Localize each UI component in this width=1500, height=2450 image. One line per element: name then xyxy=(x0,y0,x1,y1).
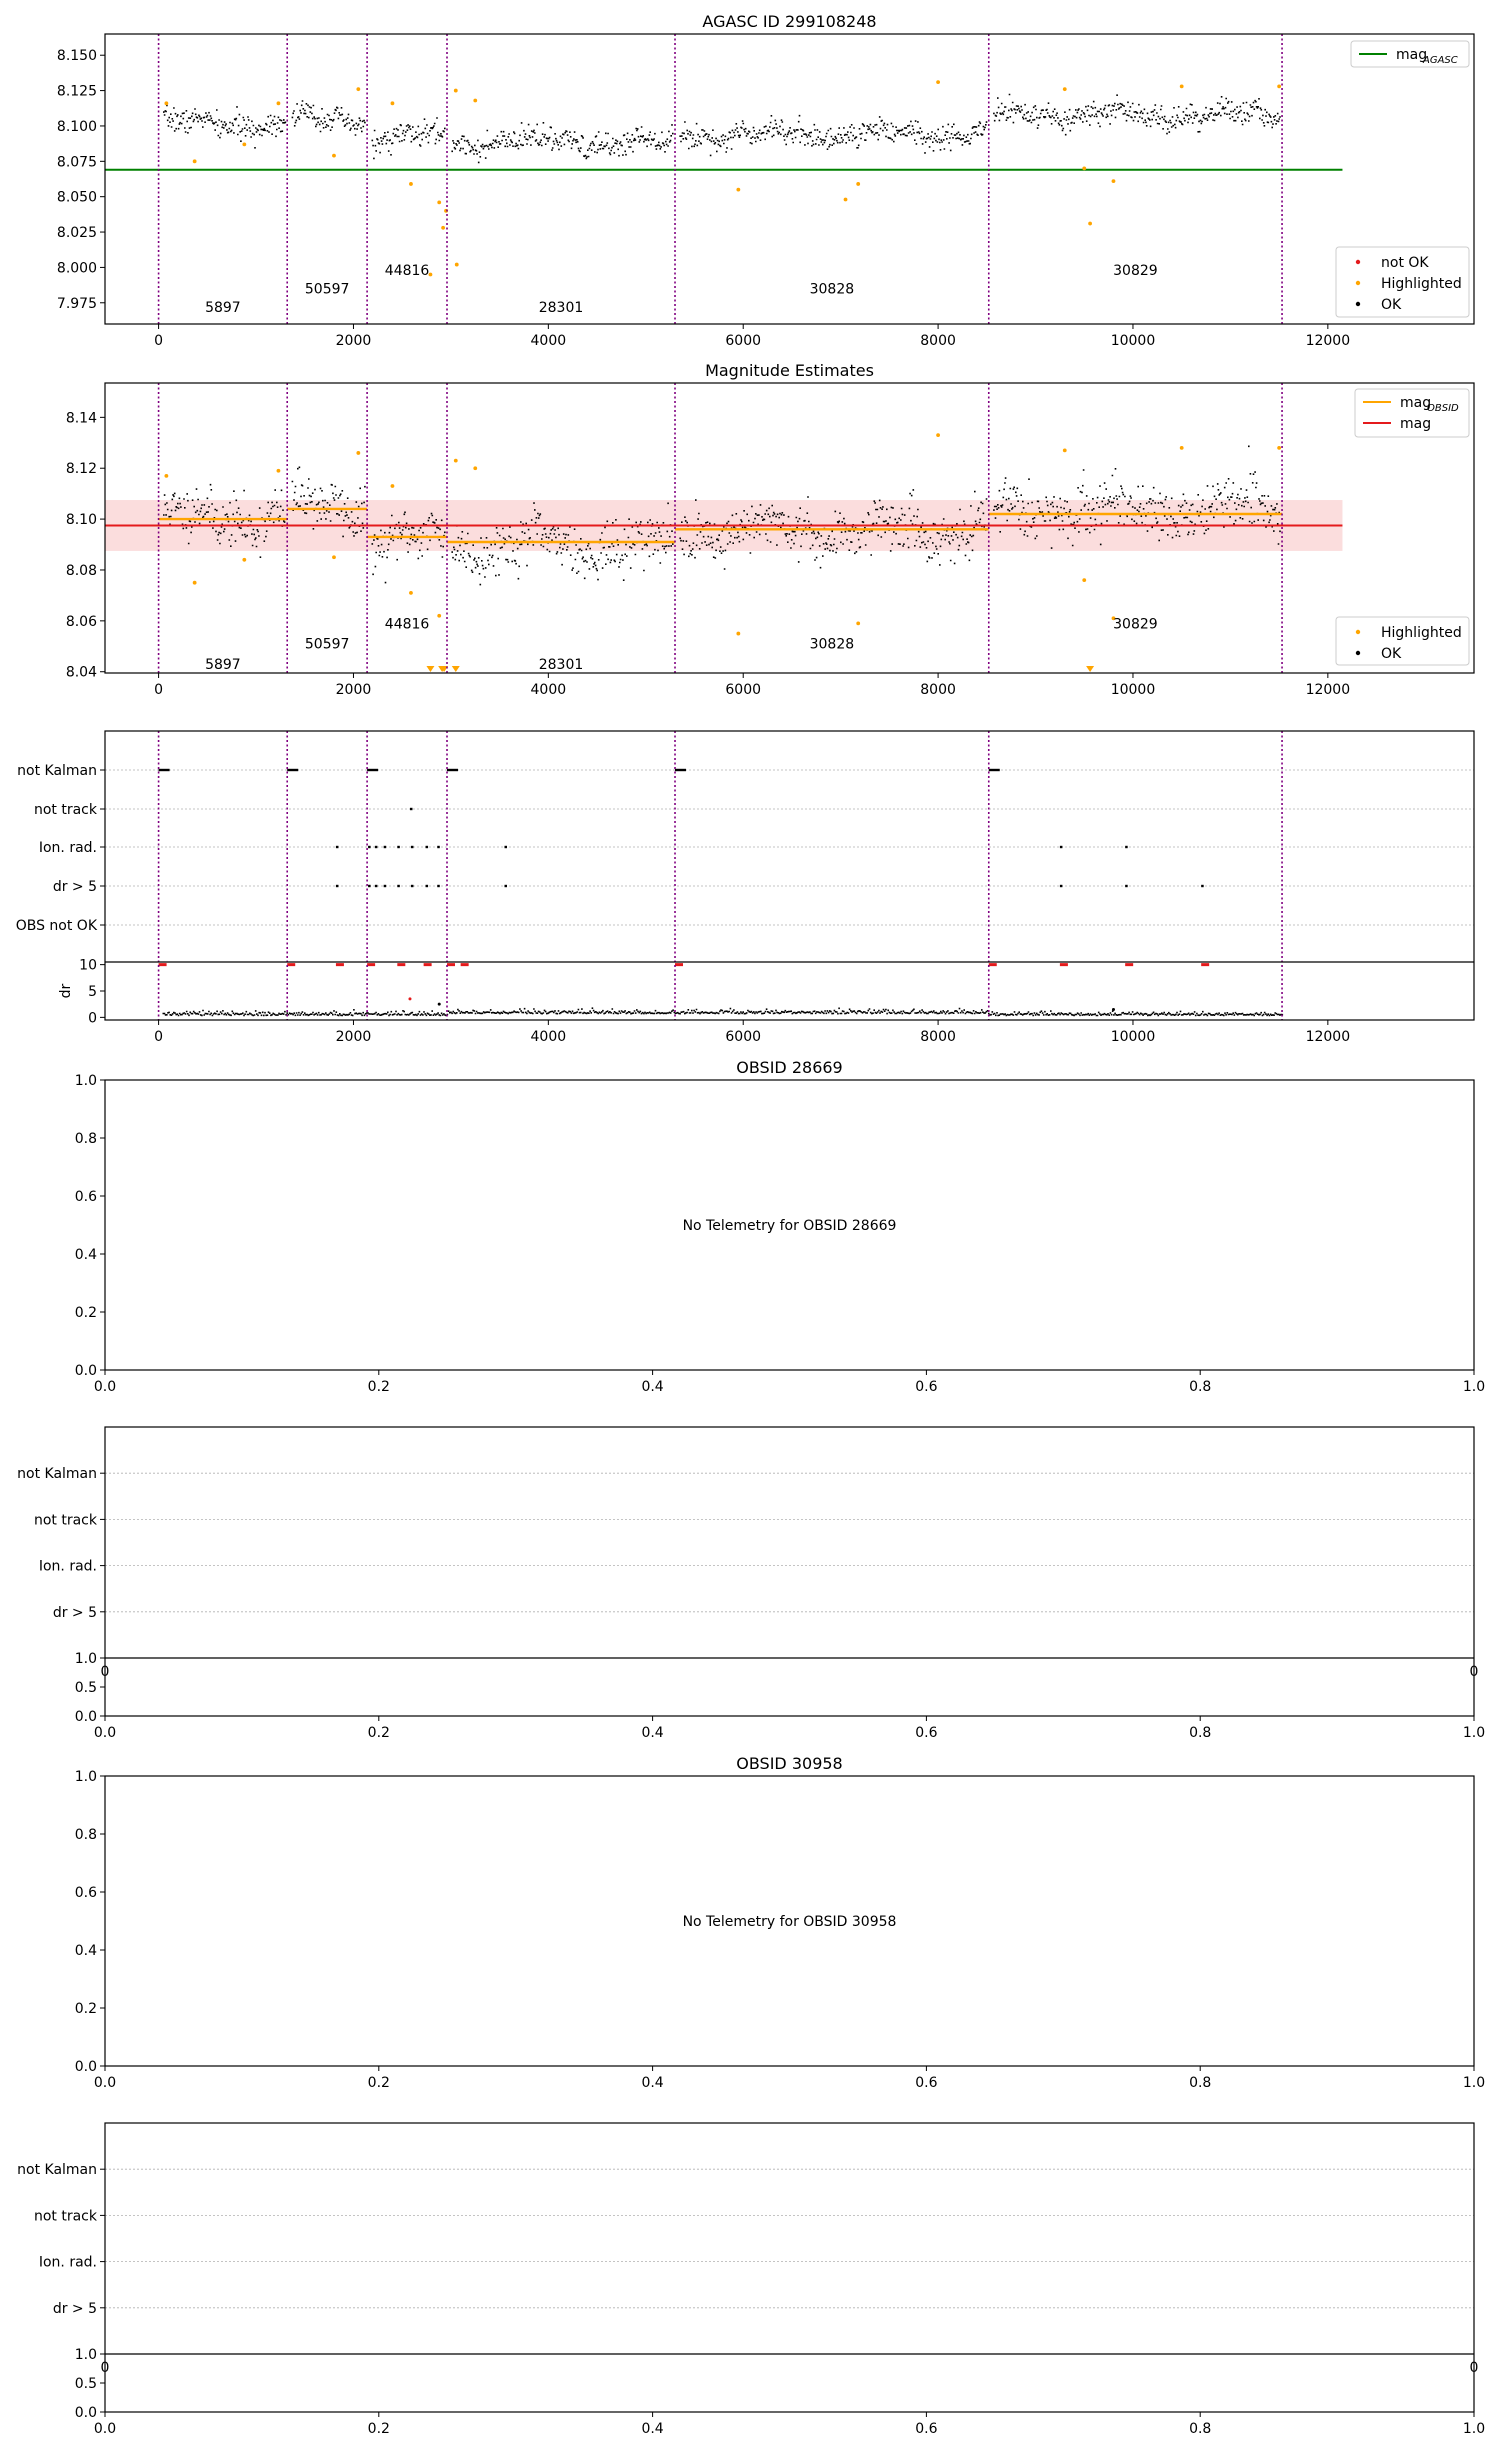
obsid-label: 30828 xyxy=(809,636,855,653)
legend-label: Highlighted xyxy=(1381,625,1462,641)
highlighted-point xyxy=(856,182,860,186)
highlighted-point xyxy=(391,101,395,105)
flag-event-mark xyxy=(397,885,400,887)
x-tick-label: 0.6 xyxy=(915,2421,938,2437)
x-tick-label: 4000 xyxy=(530,333,567,349)
y-tick-label: 0.6 xyxy=(74,1189,97,1205)
flag-event-mark xyxy=(426,846,429,848)
flag-row-label: OBS not OK xyxy=(15,918,97,934)
flag-event-mark xyxy=(410,808,413,810)
obsid-label: 30829 xyxy=(1113,263,1158,280)
flag-event-mark xyxy=(447,769,458,771)
y-tick-label: 0.2 xyxy=(74,2001,97,2017)
dr-ok-point xyxy=(438,1003,441,1006)
y-tick-label: 8.08 xyxy=(65,562,97,579)
flag-row-label: not Kalman xyxy=(17,1466,97,1483)
x-tick-label: 0.0 xyxy=(93,2421,117,2437)
dr-y-tick-label: 10 xyxy=(79,957,97,974)
highlighted-point xyxy=(1082,166,1086,170)
highlighted-point xyxy=(332,555,336,559)
y-tick-label: 0.0 xyxy=(74,2405,97,2421)
dr-y-tick-label: 5 xyxy=(88,984,97,1000)
flag-event-mark xyxy=(411,846,414,848)
x-tick-label: 8000 xyxy=(920,1029,956,1045)
x-tick-label: 0.8 xyxy=(1189,1379,1212,1395)
flag-row-label: Ion. rad. xyxy=(38,2254,97,2271)
legend-marker xyxy=(1356,260,1360,264)
highlighted-point xyxy=(736,188,740,192)
highlighted-point xyxy=(736,632,740,636)
obsid-label: 44816 xyxy=(384,616,430,633)
highlighted-point xyxy=(437,200,441,204)
flag-row-label: dr > 5 xyxy=(52,879,97,895)
x-tick-label: 0.8 xyxy=(1189,2075,1212,2091)
dr-ok-point xyxy=(1112,1008,1115,1011)
dr-not-ok-mark xyxy=(367,963,375,966)
flag-event-mark xyxy=(375,846,378,848)
x-tick-label: 1.0 xyxy=(1462,1725,1486,1741)
dr-not-ok-mark xyxy=(287,963,295,966)
x-tick-label: 0 xyxy=(154,333,164,349)
y-tick-label: 7.975 xyxy=(56,295,97,312)
flag-event-mark xyxy=(504,846,507,848)
x-tick-label: 0.0 xyxy=(93,1725,117,1741)
x-tick-label: 0.6 xyxy=(915,1725,938,1741)
y-tick-label: 8.04 xyxy=(65,664,97,681)
flag-event-mark xyxy=(397,846,400,848)
x-tick-label: 2000 xyxy=(335,333,372,349)
flag-event-mark xyxy=(437,846,440,848)
highlighted-point xyxy=(193,581,197,585)
legend-label: mag xyxy=(1400,416,1432,432)
highlighted-point xyxy=(1277,84,1281,88)
obsid-label: 5897 xyxy=(205,657,241,674)
y-tick-label: 0.4 xyxy=(74,1247,97,1263)
highlighted-point xyxy=(437,614,441,618)
x-tick-label: 0.2 xyxy=(367,1725,390,1741)
y-tick-label: 8.100 xyxy=(56,118,97,135)
y-tick-label: 8.12 xyxy=(65,461,97,478)
y-tick-label: 8.10 xyxy=(65,512,97,529)
highlighted-point xyxy=(242,142,246,146)
y-tick-label: 8.075 xyxy=(56,154,97,171)
highlighted-point xyxy=(332,154,336,158)
x-tick-label-clipped: 0 xyxy=(1469,1664,1479,1680)
x-tick-label: 12000 xyxy=(1305,333,1351,349)
x-tick-label: 0.8 xyxy=(1189,1725,1212,1741)
highlighted-point xyxy=(1063,87,1067,91)
flag-event-mark xyxy=(336,885,339,887)
x-tick-label: 6000 xyxy=(725,682,762,698)
highlighted-point xyxy=(844,198,848,202)
y-tick-label: 0.8 xyxy=(74,1131,97,1147)
y-tick-label: 1.0 xyxy=(74,1769,97,1785)
dr-y-tick-label: 0 xyxy=(88,1010,97,1027)
legend-marker xyxy=(1356,302,1360,306)
highlighted-point xyxy=(409,591,413,595)
flag-event-mark xyxy=(367,769,378,771)
obsid-label: 30829 xyxy=(1113,616,1158,633)
highlighted-point xyxy=(473,466,477,470)
x-tick-label: 1.0 xyxy=(1462,2075,1486,2091)
y-tick-label: 8.025 xyxy=(56,225,97,242)
highlighted-point xyxy=(356,87,360,91)
x-tick-label: 0.0 xyxy=(93,1379,117,1395)
x-tick-label: 0.2 xyxy=(367,2075,390,2091)
flag-row-label: not Kalman xyxy=(17,763,97,779)
x-tick-label: 2000 xyxy=(335,682,372,698)
highlighted-point xyxy=(454,89,458,93)
legend-marker xyxy=(1356,630,1360,634)
highlighted-point xyxy=(164,101,168,105)
highlighted-point xyxy=(409,182,413,186)
legend-marker xyxy=(1356,651,1360,655)
flag-event-mark xyxy=(504,885,507,887)
highlighted-point xyxy=(441,226,445,230)
flag-event-mark xyxy=(1201,885,1204,887)
highlighted-point xyxy=(193,159,197,163)
x-tick-label: 10000 xyxy=(1110,333,1156,349)
x-tick-label: 6000 xyxy=(725,333,762,349)
highlighted-point xyxy=(473,99,477,103)
obsid-label: 44816 xyxy=(384,263,430,280)
dr-not-ok-mark xyxy=(1201,963,1209,966)
x-tick-label: 0.4 xyxy=(641,1725,664,1741)
y-tick-label: 8.150 xyxy=(56,48,97,65)
dr-not-ok-mark xyxy=(424,963,432,966)
highlighted-point xyxy=(856,621,860,625)
dr-not-ok-mark xyxy=(675,963,683,966)
highlighted-point xyxy=(936,80,940,84)
dr-not-ok-mark xyxy=(447,963,455,966)
y-tick-label: 8.125 xyxy=(56,83,97,100)
y-tick-label: 8.06 xyxy=(65,613,97,630)
obsid-label: 50597 xyxy=(304,636,350,653)
highlighted-point xyxy=(277,469,281,473)
obsid-label: 5897 xyxy=(205,300,241,317)
x-tick-label: 4000 xyxy=(530,682,567,698)
legend-label: OK xyxy=(1381,297,1402,313)
flag-row-label: not track xyxy=(33,1512,97,1529)
no-telemetry-message: No Telemetry for OBSID 30958 xyxy=(682,1914,897,1930)
highlighted-point xyxy=(242,558,246,562)
y-tick-label: 0.6 xyxy=(74,1885,97,1901)
legend-label: OK xyxy=(1381,646,1402,662)
legend-subscript: OBSID xyxy=(1427,403,1459,414)
highlighted-point xyxy=(1277,446,1281,450)
highlighted-point xyxy=(356,451,360,455)
y-tick-label: 1.0 xyxy=(74,1651,97,1667)
dr-not-ok-mark xyxy=(159,963,167,966)
y-tick-label: 1.0 xyxy=(74,1073,97,1089)
y-tick-label: 0.4 xyxy=(74,1943,97,1959)
flag-row-label: not track xyxy=(33,802,97,818)
highlighted-point xyxy=(1088,222,1092,226)
no-telemetry-message: No Telemetry for OBSID 28669 xyxy=(682,1218,897,1234)
flag-row-label: dr > 5 xyxy=(52,2300,97,2317)
flag-event-mark xyxy=(287,769,298,771)
flag-event-mark xyxy=(336,846,339,848)
legend-label-agasc: mag xyxy=(1396,47,1428,63)
x-tick-label: 0.4 xyxy=(641,1379,664,1395)
obsid-label: 50597 xyxy=(304,281,350,298)
flag-event-mark xyxy=(1125,846,1128,848)
y-tick-label: 0.0 xyxy=(74,1709,97,1725)
y-tick-label: 1.0 xyxy=(74,2347,97,2363)
x-tick-label: 1.0 xyxy=(1462,2421,1486,2437)
obsid-label: 28301 xyxy=(538,657,584,674)
x-tick-label: 12000 xyxy=(1305,682,1351,698)
highlighted-point xyxy=(164,474,168,478)
chart-title: OBSID 30958 xyxy=(736,1754,843,1773)
x-tick-label: 8000 xyxy=(920,682,956,698)
legend-subscript-agasc: AGASC xyxy=(1423,55,1458,66)
x-tick-label: 0.4 xyxy=(641,2075,664,2091)
dr-not-ok-mark xyxy=(336,963,344,966)
x-tick-label: 4000 xyxy=(530,1029,567,1045)
flag-event-mark xyxy=(437,885,440,887)
x-tick-label: 0.6 xyxy=(915,2075,938,2091)
flag-row-label: not Kalman xyxy=(17,2162,97,2179)
dr-not-ok-mark xyxy=(989,963,997,966)
y-tick-label: 0.5 xyxy=(74,2376,97,2392)
highlighted-point xyxy=(1082,578,1086,582)
flag-row-label: not track xyxy=(33,2208,97,2225)
x-tick-label: 0.2 xyxy=(367,2421,390,2437)
highlighted-point xyxy=(391,484,395,488)
flag-event-mark xyxy=(989,769,1000,771)
x-tick-label: 0 xyxy=(154,1029,164,1045)
x-tick-label: 2000 xyxy=(335,1029,372,1045)
y-tick-label: 0.0 xyxy=(74,2059,97,2075)
x-tick-label: 6000 xyxy=(725,1029,762,1045)
dr-not-ok-mark xyxy=(461,963,469,966)
highlighted-point xyxy=(454,459,458,463)
legend-label: not OK xyxy=(1381,255,1429,271)
chart-title: Magnitude Estimates xyxy=(705,361,874,380)
x-tick-label: 10000 xyxy=(1110,682,1156,698)
highlighted-point xyxy=(1112,179,1116,183)
highlighted-point xyxy=(936,433,940,437)
flag-event-mark xyxy=(368,885,371,887)
y-tick-label: 8.000 xyxy=(56,260,97,277)
obsid-label: 30828 xyxy=(809,281,855,298)
flag-event-mark xyxy=(675,769,686,771)
highlighted-point xyxy=(1180,84,1184,88)
flag-event-mark xyxy=(159,769,170,771)
highlighted-point xyxy=(1180,446,1184,450)
x-tick-label: 0.8 xyxy=(1189,2421,1212,2437)
legend-marker xyxy=(1356,281,1360,285)
dr-not-ok-mark xyxy=(1060,963,1068,966)
flag-row-label: dr > 5 xyxy=(52,1604,97,1621)
dr-not-ok-mark xyxy=(1125,963,1133,966)
dr-not-ok-mark xyxy=(397,963,405,966)
flag-event-mark xyxy=(1125,885,1128,887)
dr-not-ok-point xyxy=(408,997,411,1000)
x-tick-label: 0.0 xyxy=(93,2075,117,2091)
x-tick-label-clipped: 0 xyxy=(100,1664,110,1680)
flag-row-label: Ion. rad. xyxy=(38,840,97,856)
y-tick-label: 0.8 xyxy=(74,1827,97,1843)
x-tick-label: 0.2 xyxy=(367,1379,390,1395)
y-tick-label: 8.050 xyxy=(56,189,97,206)
highlighted-point xyxy=(455,263,459,267)
x-tick-label: 1.0 xyxy=(1462,1379,1486,1395)
x-tick-label: 0.6 xyxy=(915,1379,938,1395)
y-tick-label: 0.2 xyxy=(74,1305,97,1321)
highlighted-point xyxy=(277,101,281,105)
flag-event-mark xyxy=(368,846,371,848)
flag-event-mark xyxy=(426,885,429,887)
chart-title: AGASC ID 299108248 xyxy=(702,12,877,31)
y-tick-label: 0.0 xyxy=(74,1363,97,1379)
chart-title: OBSID 28669 xyxy=(736,1058,843,1077)
x-tick-label: 10000 xyxy=(1110,1029,1156,1045)
flag-event-mark xyxy=(411,885,414,887)
x-tick-label: 12000 xyxy=(1305,1029,1351,1045)
x-tick-label-clipped: 0 xyxy=(100,2360,110,2376)
x-tick-label: 0.4 xyxy=(641,2421,664,2437)
flag-event-mark xyxy=(1060,846,1063,848)
x-tick-label: 8000 xyxy=(920,333,956,349)
flag-event-mark xyxy=(384,846,387,848)
x-tick-label-clipped: 0 xyxy=(1469,2360,1479,2376)
y-tick-label: 8.14 xyxy=(65,410,97,427)
x-tick-label: 0 xyxy=(154,682,164,698)
obsid-label: 28301 xyxy=(538,300,584,317)
dr-axis-label: dr xyxy=(58,983,74,999)
flag-event-mark xyxy=(384,885,387,887)
flag-event-mark xyxy=(1060,885,1063,887)
legend-label: Highlighted xyxy=(1381,276,1462,292)
legend-label: mag xyxy=(1400,395,1432,411)
y-tick-label: 0.5 xyxy=(74,1680,97,1696)
highlighted-point xyxy=(1063,449,1067,453)
flag-event-mark xyxy=(375,885,378,887)
flag-row-label: Ion. rad. xyxy=(38,1558,97,1575)
